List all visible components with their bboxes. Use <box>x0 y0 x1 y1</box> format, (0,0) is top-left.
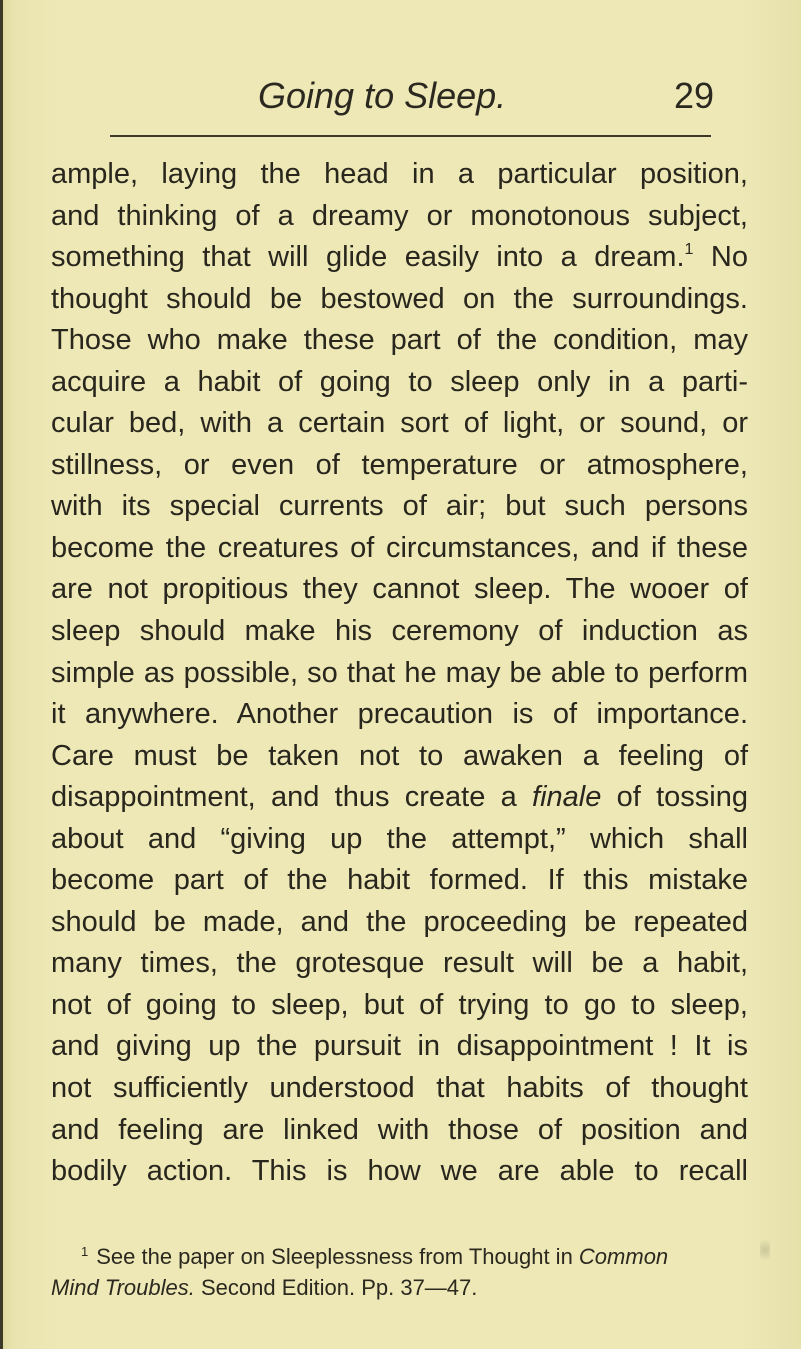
text-line: and feeling are linked with those of position and <box>51 1113 748 1146</box>
text-line: simple as possible, so that he may be able to perform <box>51 656 748 689</box>
footnote-text: Second Edition. Pp. 37—47. <box>194 1275 478 1300</box>
text-line: sleep should make his ceremony of induction as <box>51 615 748 648</box>
running-head-title: Going to Sleep. <box>258 75 507 116</box>
text-line <box>51 237 748 279</box>
text-line: with its special currents of air; but such persons <box>51 490 748 523</box>
text-line-segment: something that will glide easily into a dream. <box>51 241 685 274</box>
footnote-line <box>51 1241 731 1272</box>
text-line: not sufficiently understood that habits of thought <box>51 1072 748 1105</box>
text-line: should be made, and the proceeding be repeated <box>51 905 748 938</box>
text-line: Those who make these part of the condition, may <box>51 324 748 357</box>
text-line <box>51 777 748 819</box>
text-line-segment: No <box>693 241 748 274</box>
header-rule <box>110 135 711 137</box>
text-line: and giving up the pursuit in disappointment ! It is <box>51 1030 748 1063</box>
text-line: many times, the grotesque result will be a habit, <box>51 947 748 980</box>
text-line-segment: of tossing <box>601 781 748 814</box>
text-line: and thinking of a dreamy or monotonous subject, <box>51 199 748 232</box>
paper-smudge <box>760 1240 770 1260</box>
footnote-block <box>51 1241 731 1303</box>
main-text-block <box>51 154 748 1193</box>
text-line: not of going to sleep, but of trying to go to sleep, <box>51 988 748 1021</box>
text-line: cular bed, with a certain sort of light, or sound, or <box>51 407 748 440</box>
text-line: acquire a habit of going to sleep only in a parti- <box>51 365 748 398</box>
footnote-line <box>51 1272 731 1303</box>
text-line: become part of the habit formed. If this mistake <box>51 864 748 897</box>
page-header <box>150 74 750 126</box>
text-line: thought should be bestowed on the surroundings. <box>51 282 748 315</box>
text-line: it anywhere. Another precaution is of importance. <box>51 698 748 731</box>
footnote-italic-title: Mind Troubles. <box>51 1275 195 1300</box>
text-line: Care must be taken not to awaken a feeling of <box>51 739 748 772</box>
text-line: are not propitious they cannot sleep. The wooer of <box>51 573 748 606</box>
footnote-text: See the paper on Sleeplessness from Thought in <box>96 1244 579 1269</box>
text-line: bodily action. This is how we are able to recall <box>51 1155 748 1188</box>
text-line: stillness, or even of temperature or atmosphere, <box>51 448 748 481</box>
page-binding-edge <box>0 0 3 1349</box>
text-line: ample, laying the head in a particular position, <box>51 158 748 190</box>
italic-word-finale: finale <box>532 781 602 814</box>
text-line: become the creatures of circumstances, and if these <box>51 531 748 564</box>
text-line-segment: disappointment, and thus create a <box>51 781 517 814</box>
page-number: 29 <box>673 75 714 116</box>
footnote-reference: 1 <box>684 241 694 259</box>
text-line: about and “giving up the attempt,” which shall <box>51 822 748 855</box>
footnote-italic-title: Common <box>578 1244 669 1269</box>
footnote-marker: 1 <box>81 1244 89 1259</box>
